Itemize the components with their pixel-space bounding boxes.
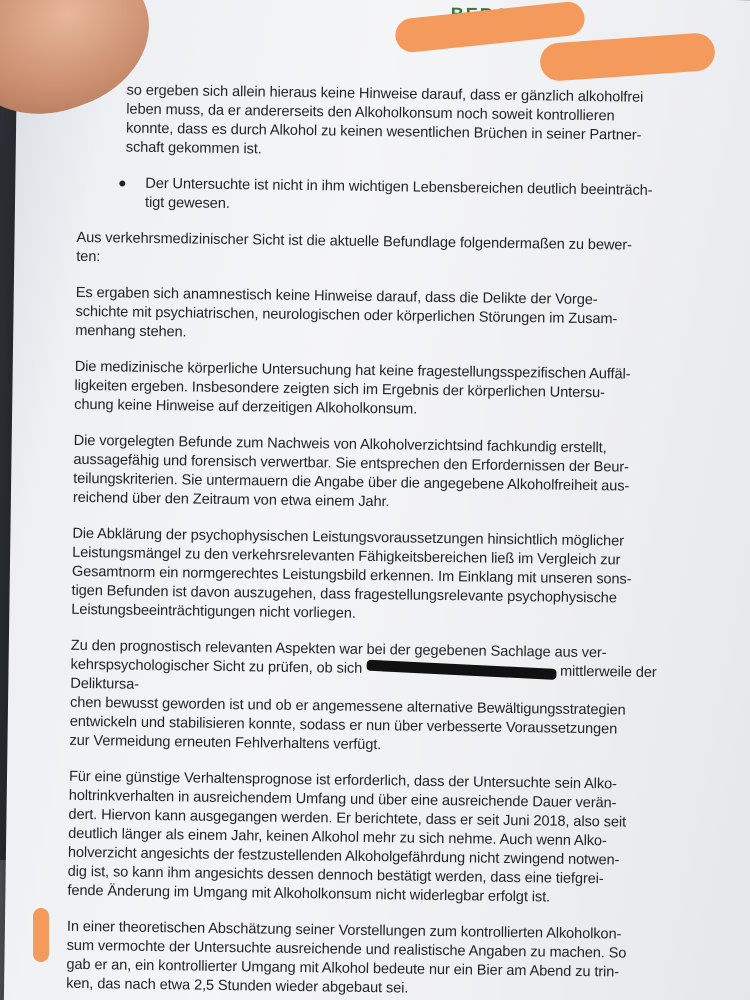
document-body: [66, 81, 704, 1000]
paragraph-text-after: mittlerweile der Deliktursa- chen bewusst geworden ist und ob er angemessene alternative Bewältigungsstrategien entwickeln und stabilisieren konnte, sodass er nun über verbesserte Voraussetzungen zur Vermeidung erneuten Fehlverhaltens verfügt.: [69, 663, 657, 754]
black-redaction-mark: [366, 660, 556, 680]
bullet-item: [77, 174, 702, 221]
orange-redaction-mark: [33, 908, 49, 962]
bullet-text: Der Untersuchte ist nicht in ihm wichtigen Lebensbereichen deutlich beeinträch- tigt gewesen.: [144, 175, 653, 212]
paragraph: Die medizinische körperliche Untersuchung hat keine fragestellungsspezifischen Auffäl- ligkeiten ergeben. Insbesondere zeigten sich im Ergebnis der körperlichen Untersu- chung keine Hinweise auf derzeitigen Alkoholkonsum.: [74, 358, 631, 418]
paragraph: Es ergaben sich anamnestisch keine Hinweise darauf, dass die Delikte der Vorge- schichte mit psychiatrischen, neurologischen oder körperlichen Störungen im Zusam- menhang stehen.: [75, 284, 618, 341]
paragraph: In einer theoretischen Abschätzung seiner Vorstellungen zum kontrollierten Alkoholkon- sum vermochte der Untersuchte ausreichende und realistische Angaben zu machen. So gab er an, ein kontrollierter Umgang mit Alkohol bedeute nur ein Bier am Abend zu trin- ken, das nach etwa 2,5 Stunden wieder abgebaut sei.: [66, 918, 627, 997]
paragraph: Aus verkehrsmedizinischer Sicht ist die aktuelle Befundlage folgendermaßen zu bewer- ten:: [76, 229, 632, 266]
bullet-icon: [119, 180, 125, 186]
paragraph: Die vorgelegten Befunde zum Nachweis von Alkoholverzichtsind fachkundig erstellt, aussagefähig und forensisch verwertbar. Sie entsprechen den Erfordernissen der Beur- teilungskriterien. Sie untermauern die Angabe über die angegebene Alkoholfreiheit aus- reichend über den Zeitraum von etwa einem Jahr.: [72, 432, 630, 511]
paragraph-indented: so ergeben sich allein hieraus keine Hinweise darauf, dass er gänzlich alkoholfrei leben muss, da er andererseits den Alkoholkonsum noch soweit kontrollieren konnte, dass es durch Alkohol zu keinen wesentlichen Brüchen in seiner Partner- schaft gekommen ist.: [125, 82, 644, 158]
paragraph: Für eine günstige Verhaltensprognose ist erforderlich, dass der Untersuchte sein Alko- holtrinkverhalten in ausreichendem Umfang und über eine ausreichende Dauer verän- dert. Hiervon kann ausgegangen werden. Er berichtete, dass er seit Juni 2018, also seit deutlich länger als einem Jahr, keinen Alkohol mehr zu sich nehme. Auch wenn Alko- holverzicht angesichts der festzustellenden Alkoholgefährdung nicht zwingend notwen- dig ist, so kann ihm angesichts dessen dennoch bestätigt werden, dass eine tiefgrei- fende Änderung im Umgang mit Alkoholkonsum nicht widerlegbar erfolgt ist.: [67, 768, 627, 906]
paragraph-text-before: Zu den prognostisch relevanten Aspekten war bei der gegebenen Sachlage aus ver- kehrspsychologischer Sicht zu prüfen, ob sich: [70, 637, 607, 677]
document-page: [4, 0, 750, 1000]
paragraph-with-redaction: [69, 637, 696, 760]
paragraph: Die Abklärung der psychophysischen Leistungsvoraussetzungen hinsichtlich möglicher Leistungsmängel zu den verkehrsrelevanten Fähigkeitsbereichen ließ im Vergleich zur Gesamtnorm ein normgerechtes Leistungsbild erkennen. Im Einklang mit unseren sons- tigen Befunden ist davon auszugehen, dass fragestellungsrelevante psychophysische Leistungsbeeinträchtigungen nicht vorliegen.: [71, 525, 632, 622]
